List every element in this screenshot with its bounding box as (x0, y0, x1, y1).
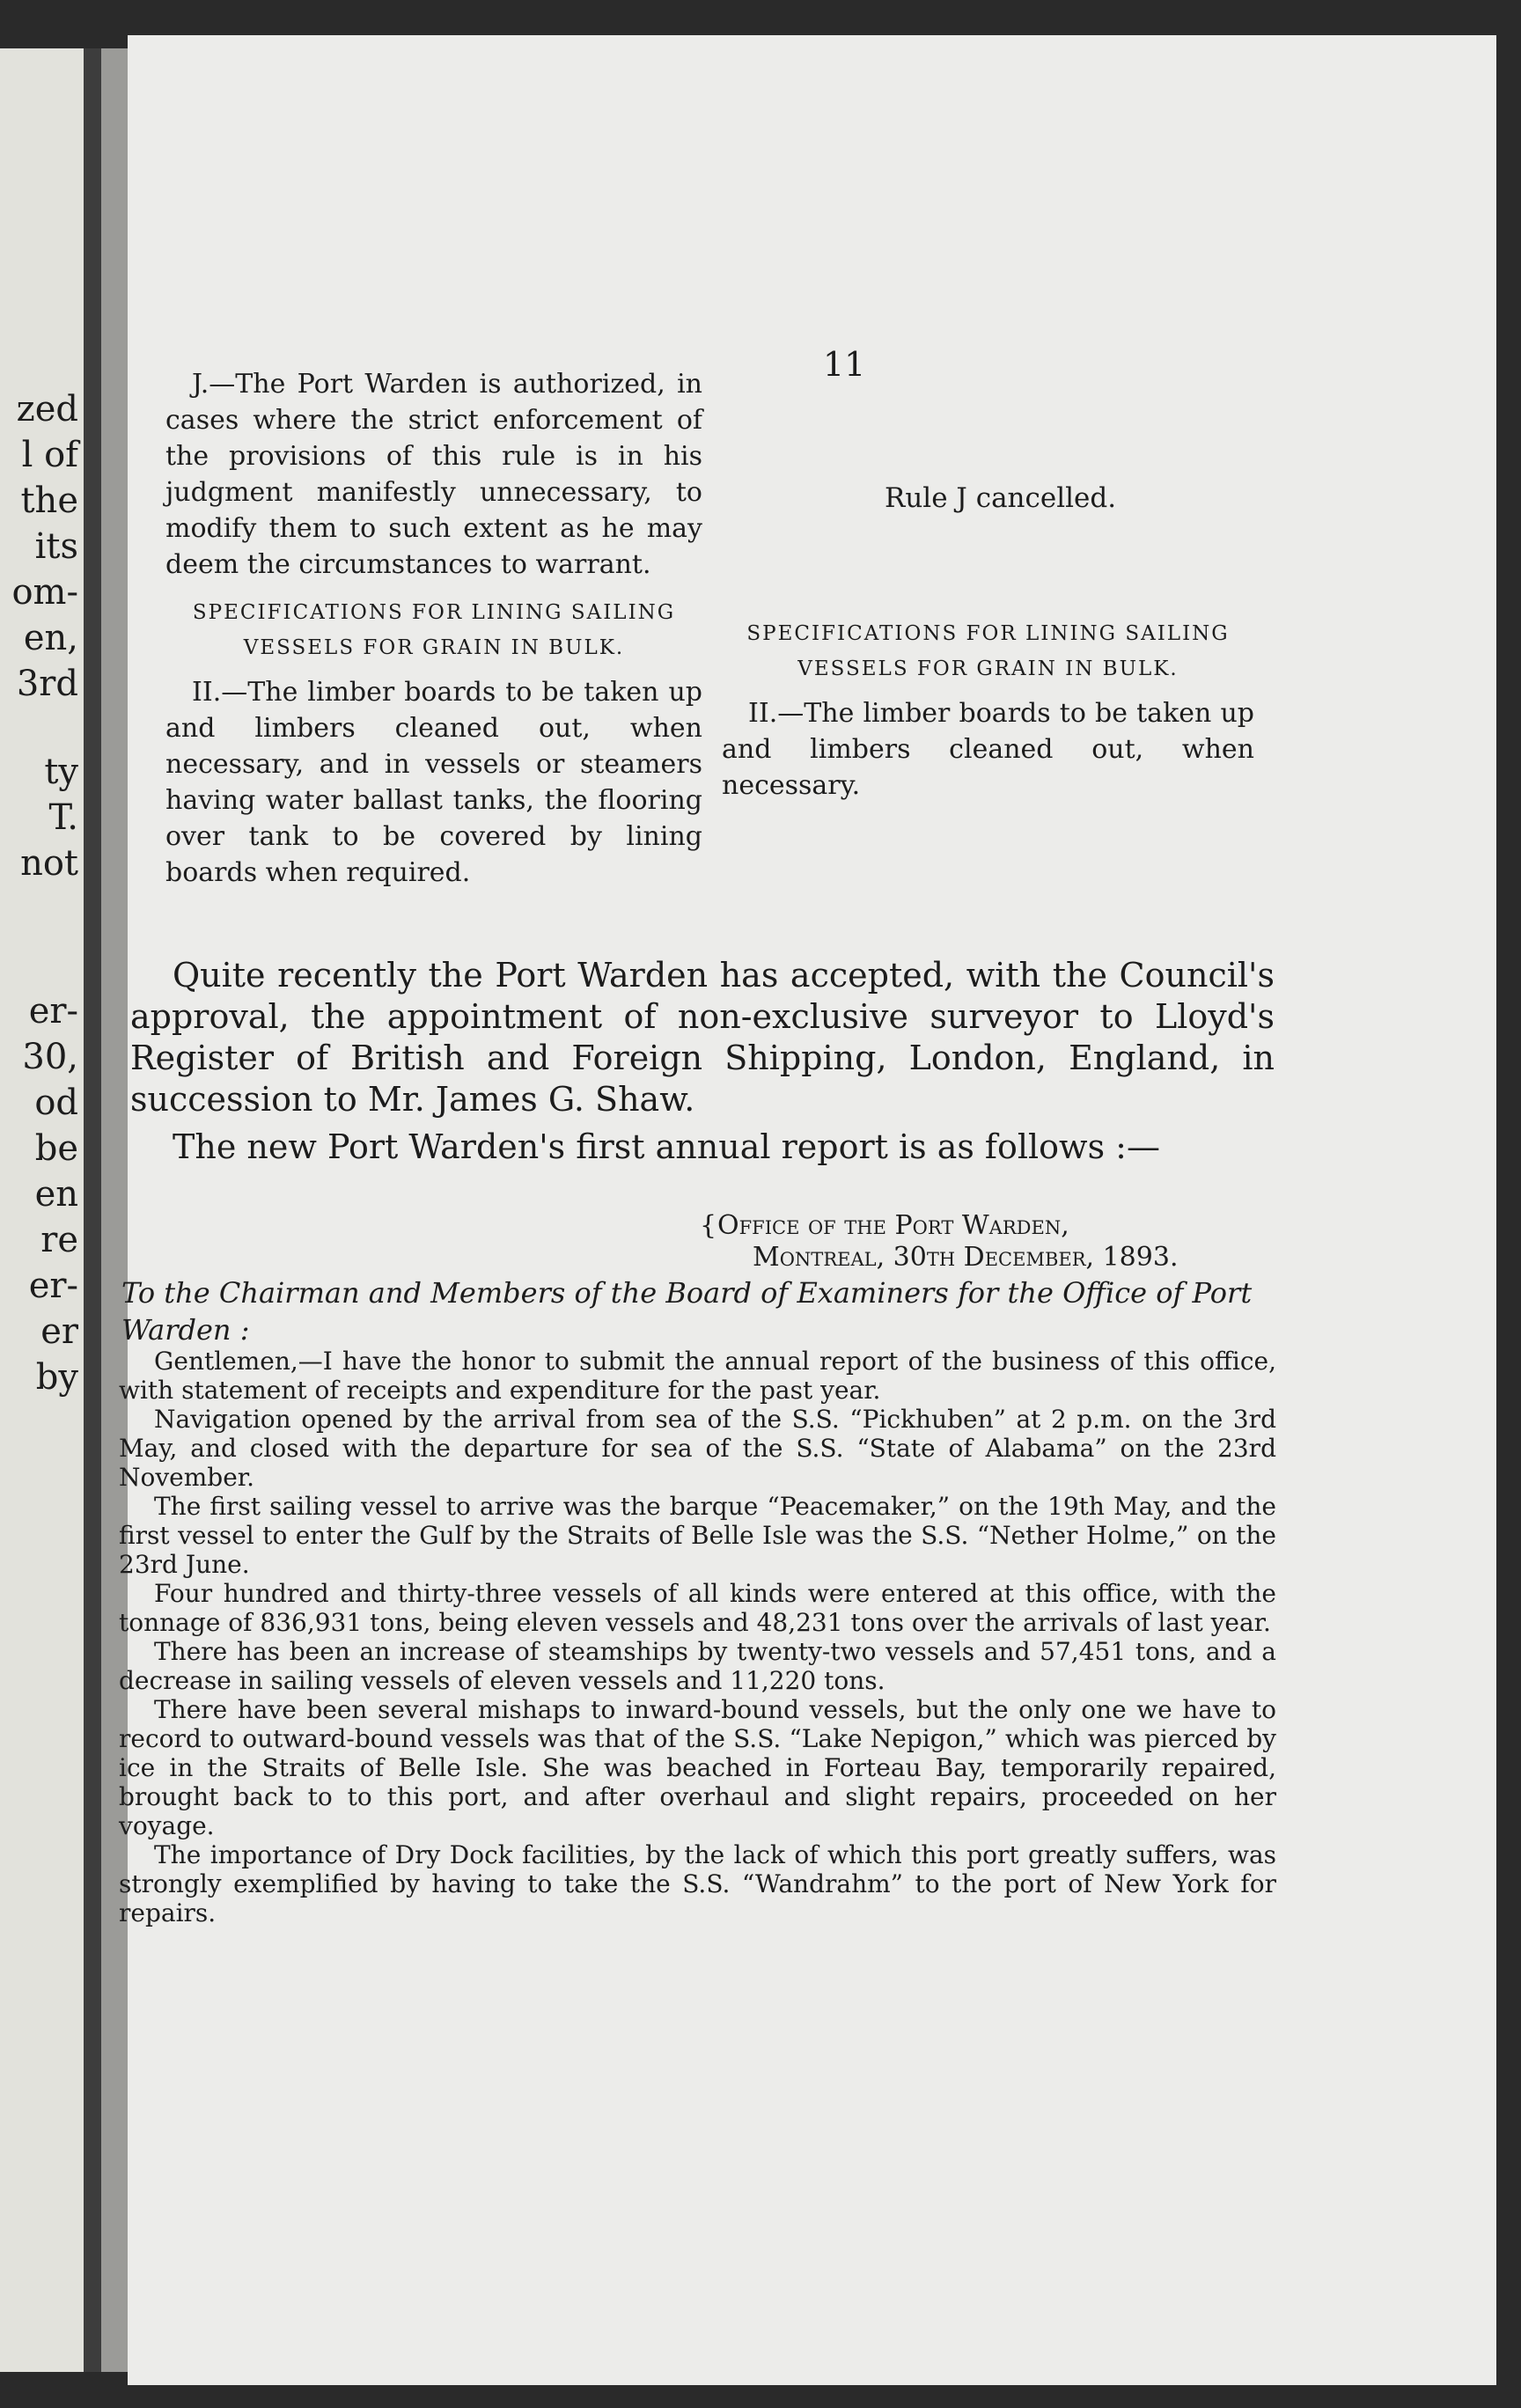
spec-heading-line2: VESSELS FOR GRAIN IN BULK. (797, 657, 1179, 680)
letter-body (119, 1347, 1276, 1927)
facing-line: en (34, 1175, 78, 1214)
right-spec-block (722, 604, 1254, 804)
facing-line: re (40, 1221, 78, 1259)
facing-line: om- (11, 573, 78, 612)
rule-cancelled: Rule J cancelled. (885, 482, 1117, 514)
binding-shadow (84, 48, 101, 2372)
page (119, 35, 1496, 2385)
spec-heading-line2: VESSELS FOR GRAIN IN BULK. (243, 636, 625, 659)
facing-line: ty (44, 752, 78, 791)
spec-heading (722, 616, 1254, 686)
office-line2 (700, 1242, 1178, 1274)
facing-line: en, (23, 619, 78, 657)
facing-line: l of (21, 436, 78, 474)
letter-paragraph: Navigation opened by the arrival from sea of the S.S. “Pickhuben” at 2 p.m. on the 3rd May, and closed with the departure for sea of the S.S. “State of Alabama” on the 23rd November. (119, 1405, 1276, 1492)
letter-paragraph: There have been several mishaps to inward-bound vessels, but the only one we have to record to outward-bound vessels was that of the S.S. “Lake Nepigon,” which was pierced by ice in the Straits of Belle Isle. She was beached in Forteau Bay, temporarily repaired, brought back to to this port, and after overhaul and slight repairs, proceeded on her voyage. (119, 1695, 1276, 1840)
spec-text: II.—The limber boards to be taken up and limbers cleaned out, when necessary, and in vessels or steamers having water ballast tanks, the flooring over tank to be covered by lining boards when required. (165, 677, 702, 888)
facing-line: T. (48, 798, 78, 837)
office-title: Office of the Port Warden, (717, 1210, 1069, 1241)
addressee: To the Chairman and Members of the Board of Examiners for the Office of Port Warden : (121, 1276, 1253, 1347)
letter-paragraph: There has been an increase of steamships by twenty-two vessels and 57,451 tons, and a decrease in sailing vessels of eleven vessels and 11,220 tons. (119, 1637, 1276, 1695)
left-column (165, 366, 702, 891)
spec-text: II.—The limber boards to be taken up and limbers cleaned out, when necessary. (722, 698, 1254, 801)
office-line1: {Office of the Port Warden, (700, 1210, 1069, 1241)
paragraph-lloyds: Quite recently the Port Warden has accepted, with the Council's approval, the appointment of non-exclusive surveyor to Lloyd's Register of British and Foreign Shipping, London, England, in succession to Mr. James G. Shaw. (130, 956, 1275, 1119)
spec-heading-line1: SPECIFICATIONS FOR LINING SAILING (192, 601, 676, 624)
facing-line: 3rd (16, 664, 78, 703)
facing-line: zed (16, 390, 78, 429)
facing-line: its (34, 527, 78, 566)
office-date: Montreal, 30th December, 1893. (753, 1242, 1179, 1273)
letter-paragraph: The importance of Dry Dock facilities, by the lack of which this port greatly suffers, was strongly exemplified by having to take the S.S. “Wandrahm” to the port of New York for repairs. (119, 1840, 1276, 1927)
facing-line: er- (28, 1266, 78, 1305)
facing-page (0, 48, 84, 2372)
facing-line: by (35, 1358, 78, 1397)
rule-j-text: J.—The Port Warden is authorized, in cases where the strict enforcement of the provisions of this rule is in his judgment manifestly unnecessary, to modify them to such extent as he may deem the circumstances to warrant. (165, 369, 702, 580)
facing-line: er- (28, 992, 78, 1031)
facing-line: the (20, 481, 78, 520)
facing-line: 30, (22, 1038, 78, 1076)
paragraph-report-intro: The new Port Warden's first annual report is as follows :— (173, 1127, 1160, 1166)
page-number: 11 (823, 345, 866, 384)
office-address (700, 1210, 1178, 1274)
facing-line: er (40, 1312, 78, 1351)
letter-paragraph: Gentlemen,—I have the honor to submit the annual report of the business of this office, with statement of receipts and expenditure for the past year. (119, 1347, 1276, 1405)
facing-line: not (20, 844, 78, 883)
letter-paragraph: Four hundred and thirty-three vessels of all kinds were entered at this office, with the tonnage of 836,931 tons, being eleven vessels and 48,231 tons over the arrivals of last year. (119, 1579, 1276, 1637)
spec-heading-line1: SPECIFICATIONS FOR LINING SAILING (746, 622, 1230, 645)
binding-edge (101, 48, 128, 2372)
spec-heading (165, 595, 702, 665)
facing-line: be (34, 1129, 78, 1168)
facing-line: od (34, 1083, 78, 1122)
letter-paragraph: The first sailing vessel to arrive was the barque “Peacemaker,” on the 19th May, and the first vessel to enter the Gulf by the Straits of Belle Isle was the S.S. “Nether Holme,” on the 23rd June. (119, 1492, 1276, 1579)
